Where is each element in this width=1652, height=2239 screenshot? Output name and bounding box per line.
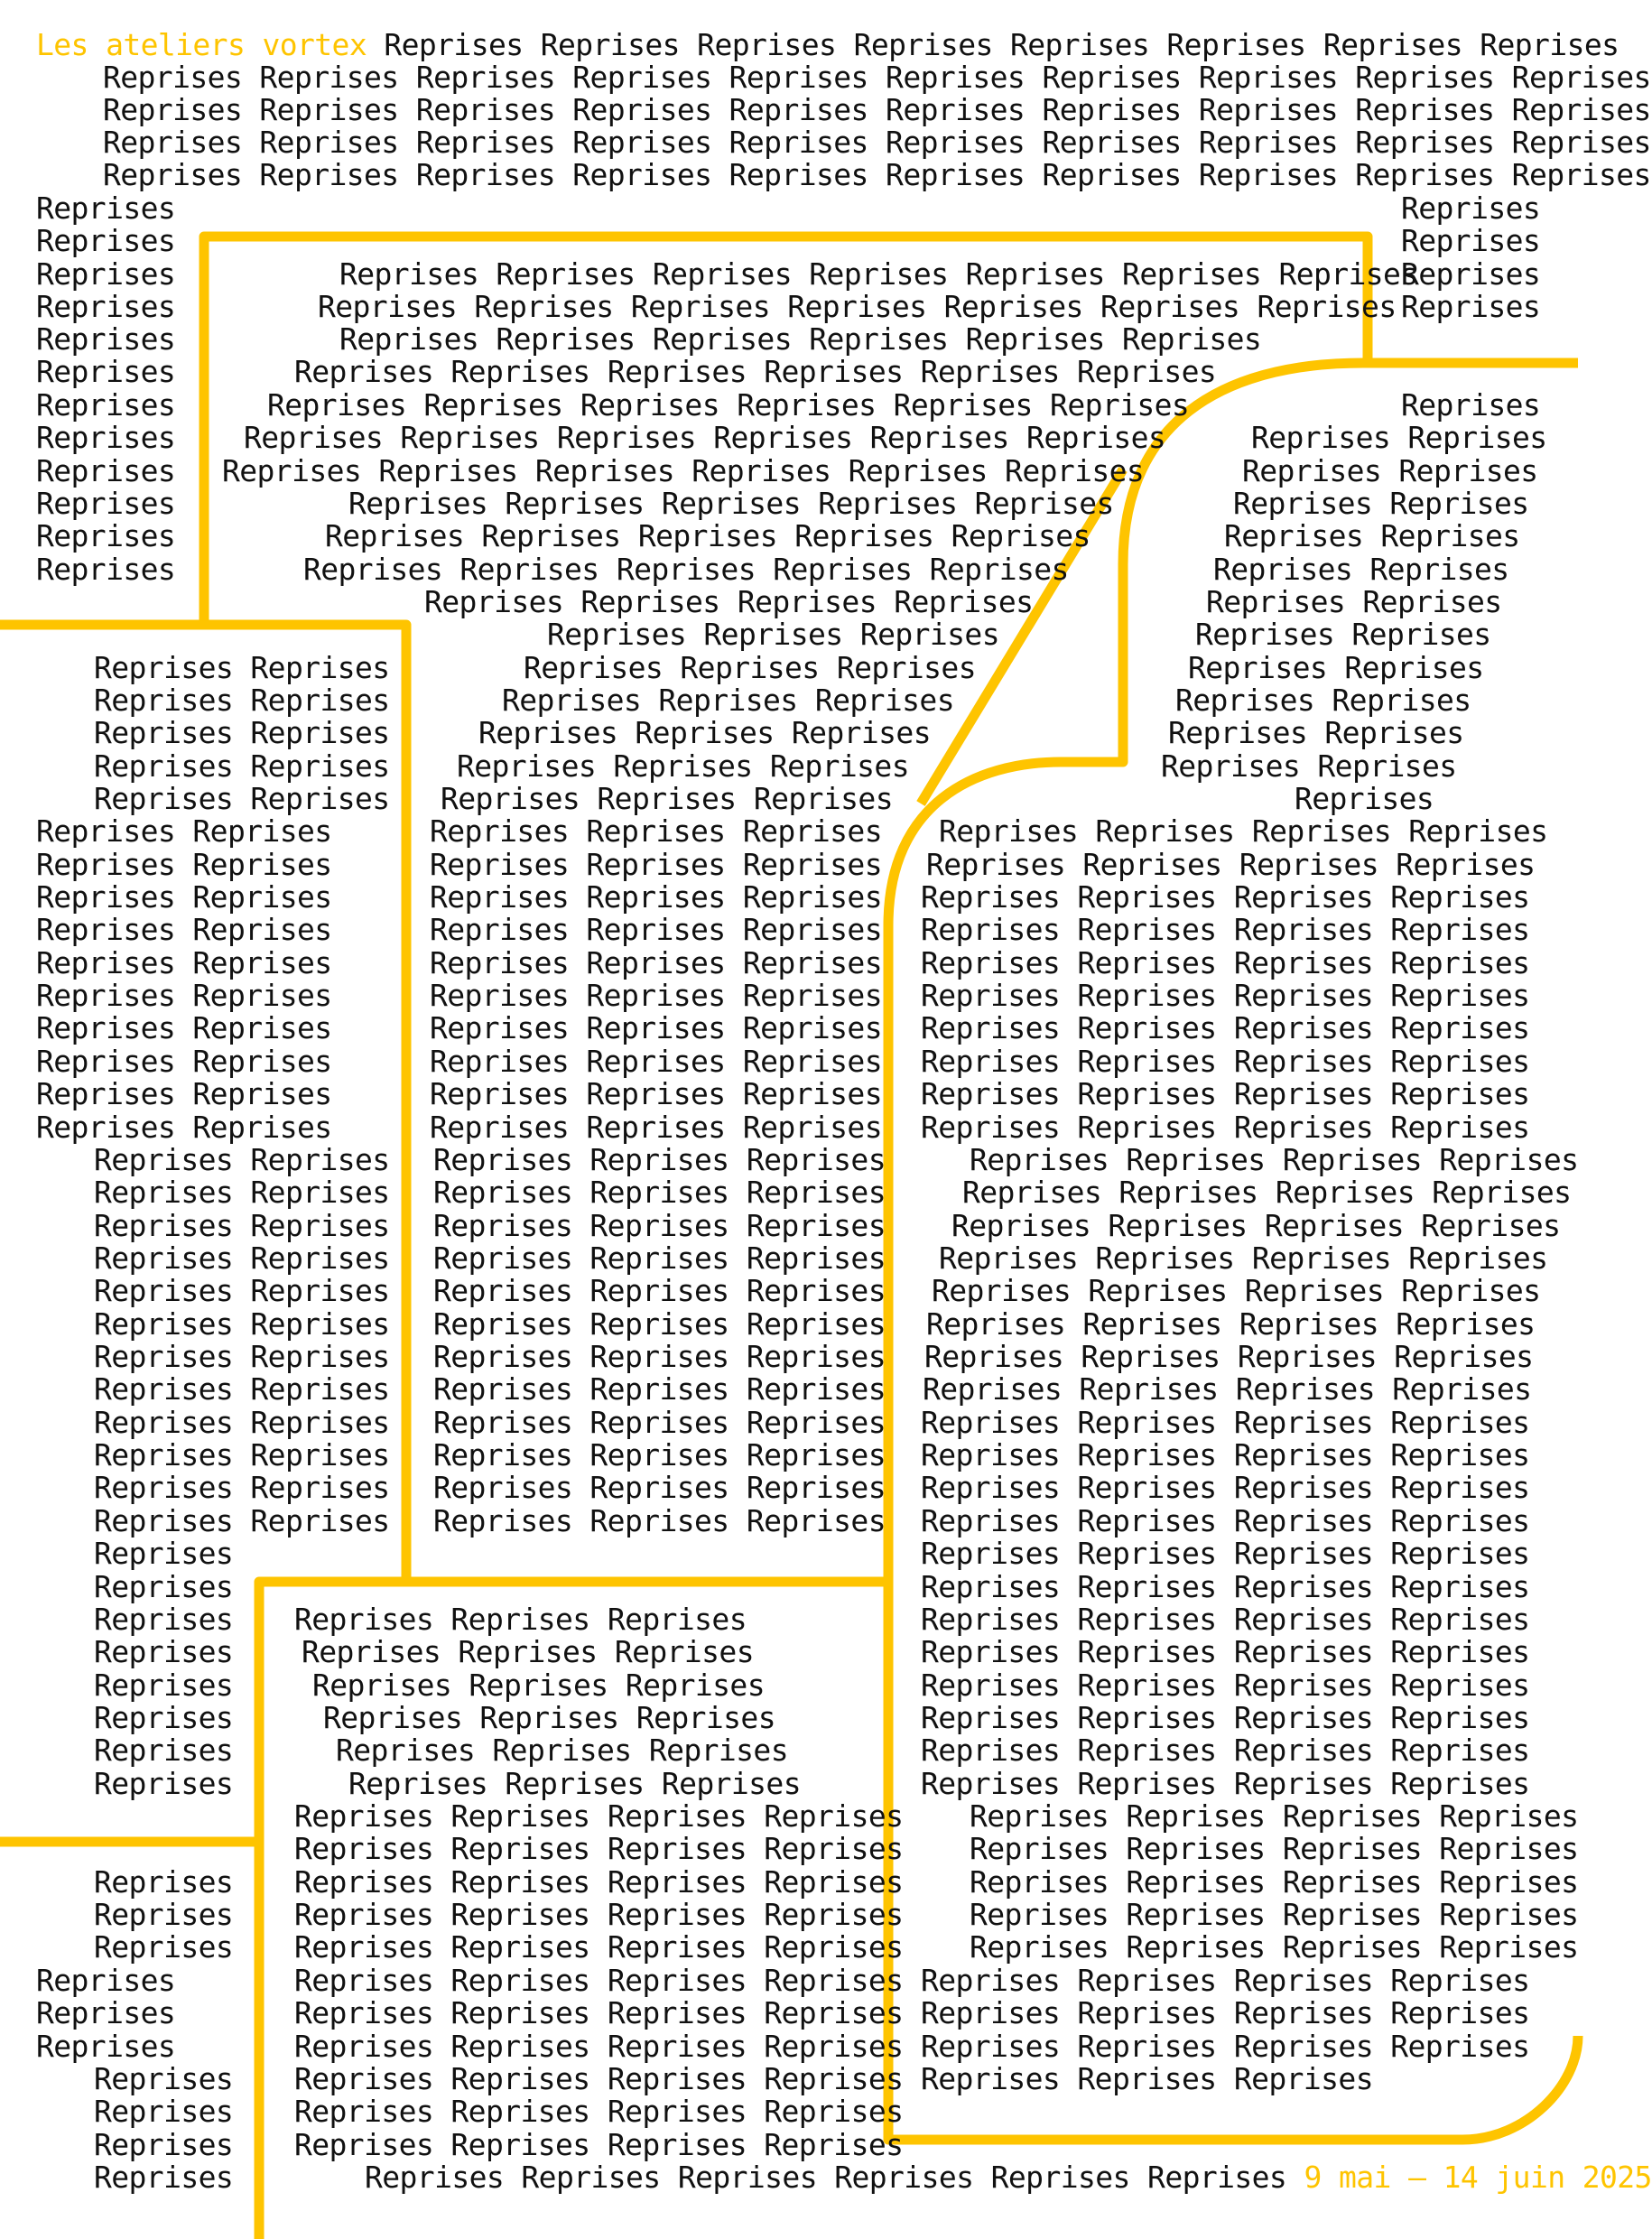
reprises-words: Reprises Reprises Reprises Reprises — [932, 1273, 1541, 1308]
reprises-words: Reprises Reprises Reprises Reprises Reprises Reprises — [365, 2160, 1304, 2195]
reprises-words: Reprises Reprises Reprises — [502, 683, 954, 718]
reprises-words: Reprises — [94, 1536, 234, 1571]
reprises-words: Reprises Reprises Reprises — [430, 1110, 882, 1145]
reprises-words: Reprises Reprises — [1213, 552, 1509, 587]
reprises-words: Reprises Reprises Reprises Reprises — [921, 1503, 1530, 1538]
footer-row — [94, 2161, 233, 2194]
reprises-words: Reprises Reprises Reprises Reprises — [970, 1897, 1579, 1932]
reprises-words: Reprises Reprises — [94, 683, 390, 718]
reprises-words: Reprises Reprises — [36, 945, 332, 980]
reprises-words: Reprises Reprises Reprises — [433, 1470, 886, 1505]
reprises-words: Reprises Reprises — [94, 1273, 390, 1308]
reprises-words: Reprises Reprises Reprises Reprises Reprises Reprises Reprises Reprises — [367, 27, 1620, 62]
reprises-words: Reprises — [94, 1929, 234, 1965]
reprises-words: Reprises — [94, 1864, 234, 1900]
reprises-words: Reprises Reprises Reprises Reprises Reprises Reprises — [222, 453, 1145, 488]
reprises-words: Reprises Reprises Reprises Reprises — [294, 2127, 904, 2162]
reprises-words: Reprises Reprises Reprises Reprises — [294, 1831, 904, 1866]
reprises-words: Reprises — [94, 1569, 234, 1604]
reprises-words: Reprises — [1401, 190, 1541, 226]
reprises-words: Reprises Reprises — [94, 1208, 390, 1243]
reprises-words: Reprises Reprises Reprises — [336, 1733, 788, 1768]
reprises-words: Reprises Reprises Reprises Reprises Reprises Reprises Reprises Reprises Reprises Reprises — [103, 157, 1651, 192]
reprises-words: Reprises Reprises — [36, 813, 332, 849]
reprises-words: Reprises Reprises Reprises — [433, 1405, 886, 1440]
reprises-words: Reprises Reprises — [94, 1175, 390, 1210]
reprises-words: Reprises Reprises Reprises Reprises Reprises Reprises — [244, 420, 1166, 455]
reprises-words: Reprises Reprises Reprises — [430, 945, 882, 980]
reprises-words: Reprises Reprises — [1161, 748, 1457, 784]
reprises-words: Reprises Reprises Reprises — [430, 1044, 882, 1079]
reprises-words: Reprises Reprises — [94, 1240, 390, 1276]
reprises-words: Reprises Reprises Reprises — [430, 1010, 882, 1045]
reprises-words: Reprises — [36, 420, 176, 455]
reprises-words: Reprises Reprises — [94, 1306, 390, 1342]
reprises-words: Reprises Reprises Reprises Reprises — [921, 1634, 1530, 1669]
footer-row-right — [365, 2161, 1652, 2194]
reprises-words: Reprises Reprises Reprises Reprises — [921, 1076, 1530, 1111]
reprises-words: Reprises Reprises Reprises Reprises — [294, 1929, 904, 1965]
reprises-words: Reprises Reprises Reprises — [348, 1766, 801, 1801]
reprises-words: Reprises Reprises Reprises — [433, 1208, 886, 1243]
reprises-words: Reprises Reprises Reprises Reprises Reprises Reprises Reprises Reprises Reprises Reprises — [103, 60, 1651, 95]
reprises-words: Reprises Reprises — [94, 1405, 390, 1440]
reprises-words: Reprises — [36, 1995, 176, 2030]
reprises-words: Reprises Reprises Reprises Reprises — [294, 1864, 904, 1900]
reprises-words: Reprises — [36, 552, 176, 587]
reprises-words: Reprises — [94, 2061, 234, 2096]
reprises-words: Reprises Reprises — [36, 879, 332, 915]
reprises-words: Reprises Reprises Reprises Reprises — [970, 1864, 1579, 1900]
reprises-words: Reprises Reprises Reprises — [433, 1503, 886, 1538]
reprises-words: Reprises Reprises — [94, 748, 390, 784]
reprises-words: Reprises Reprises Reprises — [433, 1240, 886, 1276]
reprises-words: Reprises Reprises — [94, 1339, 390, 1374]
reprises-words: Reprises Reprises Reprises — [433, 1371, 886, 1407]
reprises-words: Reprises — [1401, 289, 1541, 324]
reprises-words: Reprises Reprises Reprises — [457, 748, 909, 784]
reprises-words: Reprises Reprises Reprises — [294, 1602, 747, 1637]
reprises-words: Reprises Reprises Reprises Reprises — [970, 1798, 1579, 1834]
reprises-words: Reprises Reprises Reprises Reprises — [921, 1110, 1530, 1145]
reprises-words: Reprises Reprises Reprises Reprises — [921, 1963, 1530, 1998]
reprises-words: Reprises Reprises Reprises Reprises — [939, 813, 1548, 849]
reprises-words: Reprises Reprises Reprises — [433, 1306, 886, 1342]
reprises-words: Reprises — [36, 223, 176, 258]
reprises-words: Reprises Reprises Reprises Reprises — [951, 1208, 1561, 1243]
reprises-words: Reprises Reprises Reprises Reprises — [921, 912, 1530, 947]
reprises-words: Reprises Reprises Reprises — [478, 715, 931, 750]
reprises-words: Reprises Reprises — [94, 1371, 390, 1407]
reprises-words: Reprises Reprises Reprises — [430, 1076, 882, 1111]
reprises-words: Reprises Reprises Reprises Reprises — [924, 1339, 1534, 1374]
reprises-words: Reprises Reprises Reprises — [524, 650, 976, 685]
reprises-words: Reprises — [94, 2160, 234, 2195]
reprises-words: Reprises Reprises Reprises Reprises — [921, 1010, 1530, 1045]
reprises-words: Reprises Reprises Reprises — [433, 1142, 886, 1177]
reprises-words: Reprises — [36, 387, 176, 423]
reprises-words: Reprises Reprises — [1175, 683, 1471, 718]
reprises-words: Reprises Reprises — [1195, 617, 1491, 652]
reprises-words: Reprises — [36, 486, 176, 521]
reprises-words: Reprises — [94, 1766, 234, 1801]
reprises-words: Reprises Reprises — [94, 1470, 390, 1505]
reprises-words: Reprises Reprises Reprises Reprises — [939, 1240, 1548, 1276]
reprises-words: Reprises Reprises Reprises — [430, 978, 882, 1013]
reprises-words: Reprises Reprises Reprises — [323, 1700, 775, 1735]
reprises-words: Reprises Reprises Reprises Reprises Reprises Reprises — [294, 354, 1217, 389]
reprises-words: Reprises Reprises Reprises Reprises — [921, 1766, 1530, 1801]
reprises-words: Reprises Reprises Reprises Reprises — [923, 1371, 1532, 1407]
reprises-words: Reprises Reprises Reprises Reprises — [294, 1995, 904, 2030]
reprises-words: Reprises Reprises — [94, 1503, 390, 1538]
reprises-words: Reprises Reprises Reprises Reprises — [921, 1668, 1530, 1703]
reprises-words: Reprises Reprises Reprises Reprises — [921, 1569, 1530, 1604]
reprises-words: Reprises — [94, 1700, 234, 1735]
reprises-words: Reprises Reprises Reprises Reprises — [294, 2029, 904, 2064]
reprises-words: Reprises Reprises — [36, 978, 332, 1013]
reprises-words: Reprises Reprises — [1242, 453, 1538, 488]
reprises-words: Reprises Reprises — [1168, 715, 1464, 750]
reprises-words: Reprises — [94, 1602, 234, 1637]
reprises-words: Reprises Reprises Reprises Reprises — [294, 1963, 904, 1998]
reprises-words: Reprises Reprises Reprises Reprises Reprises Reprises Reprises — [339, 256, 1418, 292]
reprises-words: Reprises Reprises Reprises Reprises — [294, 1798, 904, 1834]
reprises-words: Reprises Reprises Reprises — [430, 847, 882, 882]
reprises-words: Reprises — [94, 1897, 234, 1932]
reprises-words: Reprises Reprises Reprises — [547, 617, 999, 652]
reprises-words: Reprises Reprises Reprises Reprises — [970, 1831, 1579, 1866]
reprises-words: Reprises — [94, 1733, 234, 1768]
reprises-words: Reprises — [36, 2029, 176, 2064]
reprises-words: Reprises Reprises Reprises Reprises — [424, 584, 1034, 619]
reprises-words: Reprises Reprises Reprises Reprises — [921, 1536, 1530, 1571]
reprises-words: Reprises Reprises Reprises Reprises — [921, 1405, 1530, 1440]
reprises-words: Reprises Reprises Reprises Reprises Reprises — [325, 518, 1091, 553]
reprises-words: Reprises Reprises Reprises Reprises Reprises Reprises Reprises — [318, 289, 1397, 324]
reprises-words: Reprises Reprises — [36, 847, 332, 882]
reprises-words: Reprises Reprises Reprises Reprises — [294, 1897, 904, 1932]
reprises-words: Reprises Reprises Reprises — [430, 912, 882, 947]
reprises-words: Reprises Reprises Reprises Reprises — [921, 1437, 1530, 1473]
reprises-words: Reprises Reprises Reprises Reprises Reprises — [303, 552, 1069, 587]
reprises-words: Reprises — [36, 518, 176, 553]
reprises-words: Reprises Reprises Reprises Reprises — [921, 978, 1530, 1013]
reprises-words: Reprises Reprises — [36, 1110, 332, 1145]
reprises-words: Reprises — [36, 453, 176, 488]
reprises-words: Reprises Reprises Reprises Reprises — [921, 1044, 1530, 1079]
reprises-words: Reprises Reprises — [36, 912, 332, 947]
reprises-words: Reprises Reprises Reprises Reprises Reprises Reprises — [339, 321, 1262, 357]
reprises-words: Reprises — [36, 321, 176, 357]
reprises-words: Reprises Reprises — [94, 781, 390, 816]
reprises-words: Reprises — [36, 256, 176, 292]
reprises-words: Reprises — [1401, 387, 1541, 423]
reprises-words: Reprises Reprises Reprises Reprises Reprises Reprises Reprises Reprises Reprises Reprises — [103, 92, 1651, 127]
reprises-words: Reprises Reprises Reprises — [921, 2061, 1373, 2096]
reprises-words: Reprises Reprises Reprises — [433, 1437, 886, 1473]
reprises-words: Reprises Reprises — [94, 1437, 390, 1473]
reprises-words: Reprises Reprises Reprises Reprises Reprises Reprises Reprises Reprises Reprises Reprises — [103, 125, 1651, 160]
reprises-words: Reprises Reprises Reprises — [312, 1668, 765, 1703]
reprises-words: Reprises — [1295, 781, 1434, 816]
reprises-words: Reprises Reprises — [36, 1044, 332, 1079]
reprises-words: Reprises Reprises Reprises Reprises — [921, 945, 1530, 980]
reprises-words: Reprises — [94, 2094, 234, 2129]
reprises-words: Reprises Reprises Reprises Reprises — [921, 2029, 1530, 2064]
reprises-words: Reprises Reprises — [1188, 650, 1484, 685]
reprises-words: Reprises Reprises Reprises Reprises — [926, 847, 1536, 882]
reprises-words: Reprises Reprises — [94, 715, 390, 750]
reprises-words: Reprises Reprises Reprises — [430, 879, 882, 915]
reprises-words: Reprises Reprises Reprises — [302, 1634, 754, 1669]
reprises-words: Reprises Reprises Reprises — [441, 781, 893, 816]
reprises-words: Reprises — [94, 1634, 234, 1669]
reprises-words: Reprises Reprises Reprises Reprises — [962, 1175, 1572, 1210]
reprises-words: Reprises Reprises Reprises Reprises — [921, 1733, 1530, 1768]
reprises-words: Reprises Reprises Reprises — [430, 813, 882, 849]
header-row — [36, 29, 1619, 61]
reprises-words: Reprises Reprises Reprises Reprises — [921, 1995, 1530, 2030]
reprises-words: Reprises — [94, 1668, 234, 1703]
reprises-words: Reprises Reprises Reprises Reprises — [921, 1470, 1530, 1505]
reprises-words: Reprises Reprises Reprises Reprises — [294, 2094, 904, 2129]
reprises-words: Reprises — [36, 354, 176, 389]
reprises-words: Reprises Reprises — [94, 650, 390, 685]
reprises-words: Reprises — [1401, 256, 1541, 292]
reprises-words: Reprises Reprises Reprises — [433, 1273, 886, 1308]
reprises-words: Reprises Reprises Reprises — [433, 1339, 886, 1374]
reprises-words: Reprises — [36, 190, 176, 226]
reprises-words: Reprises Reprises Reprises Reprises — [921, 1602, 1530, 1637]
reprises-words: Reprises Reprises Reprises Reprises Reprises Reprises — [267, 387, 1190, 423]
reprises-words: Reprises Reprises — [94, 1142, 390, 1177]
brand-name: Les ateliers vortex — [36, 27, 367, 62]
reprises-words: Reprises Reprises — [36, 1076, 332, 1111]
reprises-words: Reprises Reprises — [1206, 584, 1502, 619]
reprises-words: Reprises Reprises Reprises Reprises — [926, 1306, 1536, 1342]
reprises-words: Reprises — [36, 289, 176, 324]
reprises-words: Reprises — [36, 1963, 176, 1998]
reprises-words: Reprises Reprises Reprises Reprises — [970, 1929, 1579, 1965]
reprises-words: Reprises Reprises Reprises Reprises Reprises — [348, 486, 1114, 521]
reprises-words: Reprises — [1401, 223, 1541, 258]
reprises-words: Reprises Reprises Reprises Reprises — [294, 2061, 904, 2096]
event-dates: 9 mai — 14 juin 2025 — [1304, 2160, 1652, 2195]
reprises-words: Reprises Reprises Reprises — [433, 1175, 886, 1210]
reprises-words: Reprises Reprises Reprises Reprises — [921, 879, 1530, 915]
reprises-words: Reprises — [94, 2127, 234, 2162]
reprises-words: Reprises Reprises Reprises Reprises — [970, 1142, 1579, 1177]
reprises-words: Reprises Reprises — [1224, 518, 1520, 553]
reprises-words: Reprises Reprises Reprises Reprises — [921, 1700, 1530, 1735]
reprises-words: Reprises Reprises — [1251, 420, 1547, 455]
reprises-words: Reprises Reprises — [36, 1010, 332, 1045]
reprises-words: Reprises Reprises — [1233, 486, 1529, 521]
